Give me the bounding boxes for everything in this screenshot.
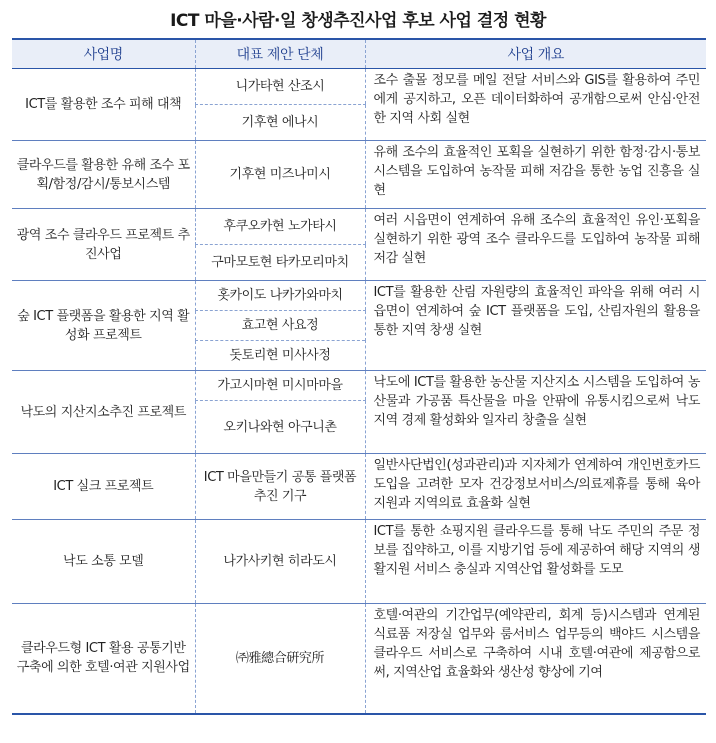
project-name-cell: 광역 조수 클라우드 프로젝트 추진사업 <box>12 209 195 281</box>
project-table <box>12 38 706 715</box>
project-name-cell: 숲 ICT 플랫폼을 활용한 지역 활성화 프로젝트 <box>12 281 195 371</box>
header-lead-organization: 대표 제안 단체 <box>195 39 365 69</box>
organization-cell: ㈜雅總合硏究所 <box>195 604 365 714</box>
organization-cell: 기후현 에나시 <box>195 105 365 141</box>
table-row <box>12 281 706 311</box>
table-row <box>12 604 706 714</box>
organization-cell: 효고현 사요정 <box>195 311 365 341</box>
organization-cell: ICT 마을만들기 공통 플랫폼 추진 기구 <box>195 454 365 520</box>
header-project-summary: 사업 개요 <box>365 39 706 69</box>
organization-cell: 구마모토현 타카모리마치 <box>195 245 365 281</box>
project-summary-cell: 여러 시읍면이 연계하여 유해 조수의 효율적인 유인·포획을 실현하기 위한 광역 조수 클라우드를 도입하여 농작물 피해 저감 실현 <box>365 209 706 281</box>
organization-cell: 기후현 미즈나미시 <box>195 141 365 209</box>
project-summary-cell: 호텔·여관의 기간업무(예약관리, 회계 등)시스템과 연계된 식료품 저장실 업무와 룸서비스 업무등의 백야드 시스템을 클라우드 서비스로 구축하여 시내 호텔·여관에 제공함으로써, 지역산업 효율화와 생산성 향상에 기여 <box>365 604 706 714</box>
project-summary-cell: 유해 조수의 효율적인 포획을 실현하기 위한 함정·감시·통보 시스템을 도입하여 농작물 피해 저감을 통한 농업 진흥을 실현 <box>365 141 706 209</box>
organization-cell: 홋카이도 나카가와마치 <box>195 281 365 311</box>
table-row <box>12 454 706 520</box>
project-name-cell: 클라우드를 활용한 유해 조수 포획/함정/감시/통보시스템 <box>12 141 195 209</box>
table-row <box>12 520 706 604</box>
organization-cell: 나가사키현 히라도시 <box>195 520 365 604</box>
project-summary-cell: ICT를 통한 쇼핑지원 클라우드를 통해 낙도 주민의 주문 정보를 집약하고, 이를 지방기업 등에 제공하여 해당 지역의 생활지원 서비스 충실과 지역산업 활성화를 도모 <box>365 520 706 604</box>
table-row <box>12 371 706 401</box>
table-row <box>12 141 706 209</box>
project-summary-cell: 낙도에 ICT를 활용한 농산물 지산지소 시스템을 도입하여 농산물과 가공품 특산물을 마을 안팎에 유통시킴으로써 낙도 지역 경제 활성화와 일자리 창출을 실현 <box>365 371 706 454</box>
table-row <box>12 209 706 245</box>
project-name-cell: 낙도 소통 모델 <box>12 520 195 604</box>
project-name-cell: 클라우드형 ICT 활용 공통기반 구축에 의한 호텔·여관 지원사업 <box>12 604 195 714</box>
project-table-container <box>12 38 706 715</box>
header-project-name: 사업명 <box>12 39 195 69</box>
organization-cell: 후쿠오카현 노가타시 <box>195 209 365 245</box>
table-row <box>12 69 706 105</box>
organization-cell: 돗토리현 미사사정 <box>195 341 365 371</box>
page-title: ICT 마을·사람·일 창생추진사업 후보 사업 결정 현황 <box>170 11 546 31</box>
project-summary-cell: 조수 출몰 정모를 메일 전달 서비스와 GIS를 활용하여 주민에게 공지하고, 오픈 데이터화하여 공개함으로써 안심·안전한 지역 사회 실현 <box>365 69 706 141</box>
project-summary-cell: ICT를 활용한 산림 자원량의 효율적인 파악을 위해 여러 시읍면이 연계하여 숲 ICT 플랫폼을 도입, 산림자원의 활용을 통한 지역 창생 실현 <box>365 281 706 371</box>
organization-cell: 오키나와현 아구니촌 <box>195 401 365 454</box>
project-name-cell: 낙도의 지산지소추진 프로젝트 <box>12 371 195 454</box>
project-name-cell: ICT 실크 프로젝트 <box>12 454 195 520</box>
project-summary-cell: 일반사단법인(성과관리)과 지자체가 연계하여 개인번호카드 도입을 고려한 모자 건강정보서비스/의료제휴를 통해 육아지원과 지역의료 효율화 실현 <box>365 454 706 520</box>
project-name-cell: ICT를 활용한 조수 피해 대책 <box>12 69 195 141</box>
table-header-row <box>12 39 706 69</box>
organization-cell: 가고시마현 미시마마을 <box>195 371 365 401</box>
organization-cell: 니가타현 산조시 <box>195 69 365 105</box>
